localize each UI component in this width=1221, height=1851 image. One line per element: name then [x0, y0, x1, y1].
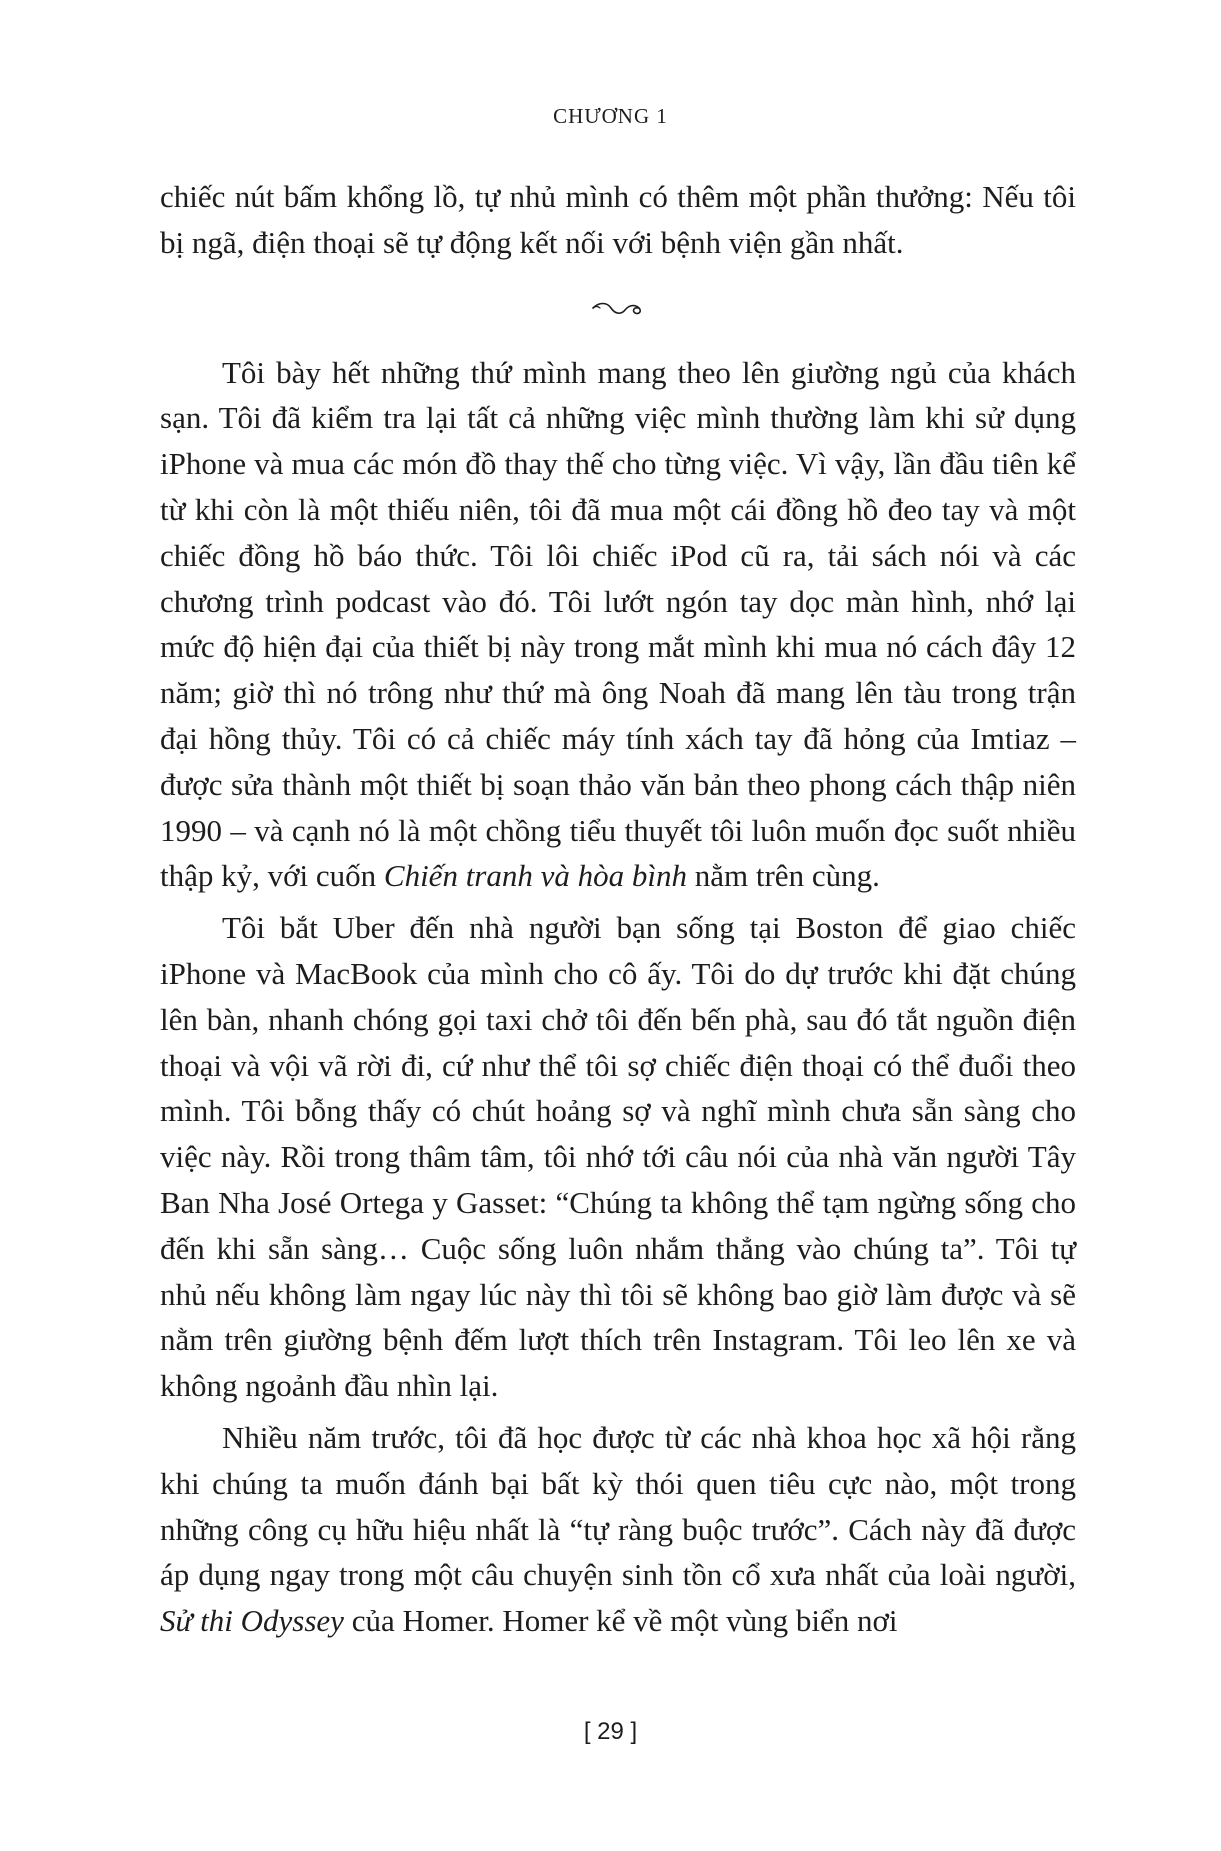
paragraph: [160, 350, 1076, 900]
page-number: [ 29 ]: [583, 1718, 638, 1745]
paragraph: [160, 1415, 1076, 1644]
paragraph-text: của Homer. Homer kể về một vùng biển nơi: [343, 1603, 898, 1639]
paragraph-text: nằm trên cùng.: [687, 858, 880, 894]
swash-ornament-icon: [591, 299, 645, 319]
book-title-italic: Chiến tranh và hòa bình: [383, 858, 687, 894]
paragraph-continued: chiếc nút bấm khổng lồ, tự nhủ mình có thêm một phần thưởng: Nếu tôi bị ngã, điện thoại sẽ tự động kết nối với bệnh viện gần nhất.: [160, 179, 1076, 260]
body-text: [160, 174, 1076, 1644]
book-title-italic: Sử thi Odyssey: [160, 1603, 344, 1639]
paragraph-text: Tôi bày hết những thứ mình mang theo lên giường ngủ của khách sạn. Tôi đã kiểm tra lại tất cả những việc mình thường làm khi sử dụng iPhone và mua các món đồ thay thế cho từng việc. Vì vậy, lần đầu tiên kể từ khi còn là một thiếu niên, tôi đã mua một cái đồng hồ đeo tay và một chiếc đồng hồ báo thức. Tôi lôi chiếc iPod cũ ra, tải sách nói và các chương trình podcast vào đó. Tôi lướt ngón tay dọc màn hình, nhớ lại mức độ hiện đại của thiết bị này trong mắt mình khi mua nó cách đây 12 năm; giờ thì nó trông như thứ mà ông Noah đã mang lên tàu trong trận đại hồng thủy. Tôi có cả chiếc máy tính xách tay đã hỏng của Imtiaz – được sửa thành một thiết bị soạn thảo văn bản theo phong cách thập niên 1990 – và cạnh nó là một chồng tiểu thuyết tôi luôn muốn đọc suốt nhiều thập kỷ, với cuốn: [160, 354, 1076, 894]
paragraph: Tôi bắt Uber đến nhà người bạn sống tại Boston để giao chiếc iPhone và MacBook của mình cho cô ấy. Tôi do dự trước khi đặt chúng lên bàn, nhanh chóng gọi taxi chở tôi đến bến phà, sau đó tắt nguồn điện thoại và vội vã rời đi, cứ như thể tôi sợ chiếc điện thoại có thể đuổi theo mình. Tôi bỗng thấy có chút hoảng sợ và nghĩ mình chưa sẵn sàng cho việc này. Rồi trong thâm tâm, tôi nhớ tới câu nói của nhà văn người Tây Ban Nha José Ortega y Gasset: “Chúng ta không thể tạm ngừng sống cho đến khi sẵn sàng… Cuộc sống luôn nhắm thẳng vào chúng ta”. Tôi tự nhủ nếu không làm ngay lúc này thì tôi sẽ không bao giờ làm được và sẽ nằm trên giường bệnh đếm lượt thích trên Instagram. Tôi leo lên xe và không ngoảnh đầu nhìn lại.: [160, 910, 1076, 1404]
running-head: CHƯƠNG 1: [553, 104, 668, 128]
paragraph-text: Nhiều năm trước, tôi đã học được từ các nhà khoa học xã hội rằng khi chúng ta muốn đánh bại bất kỳ thói quen tiêu cực nào, một trong những công cụ hữu hiệu nhất là “tự ràng buộc trước”. Cách này đã được áp dụng ngay trong một câu chuyện sinh tồn cổ xưa nhất của loài người,: [160, 1419, 1076, 1593]
section-break: [160, 274, 1076, 344]
